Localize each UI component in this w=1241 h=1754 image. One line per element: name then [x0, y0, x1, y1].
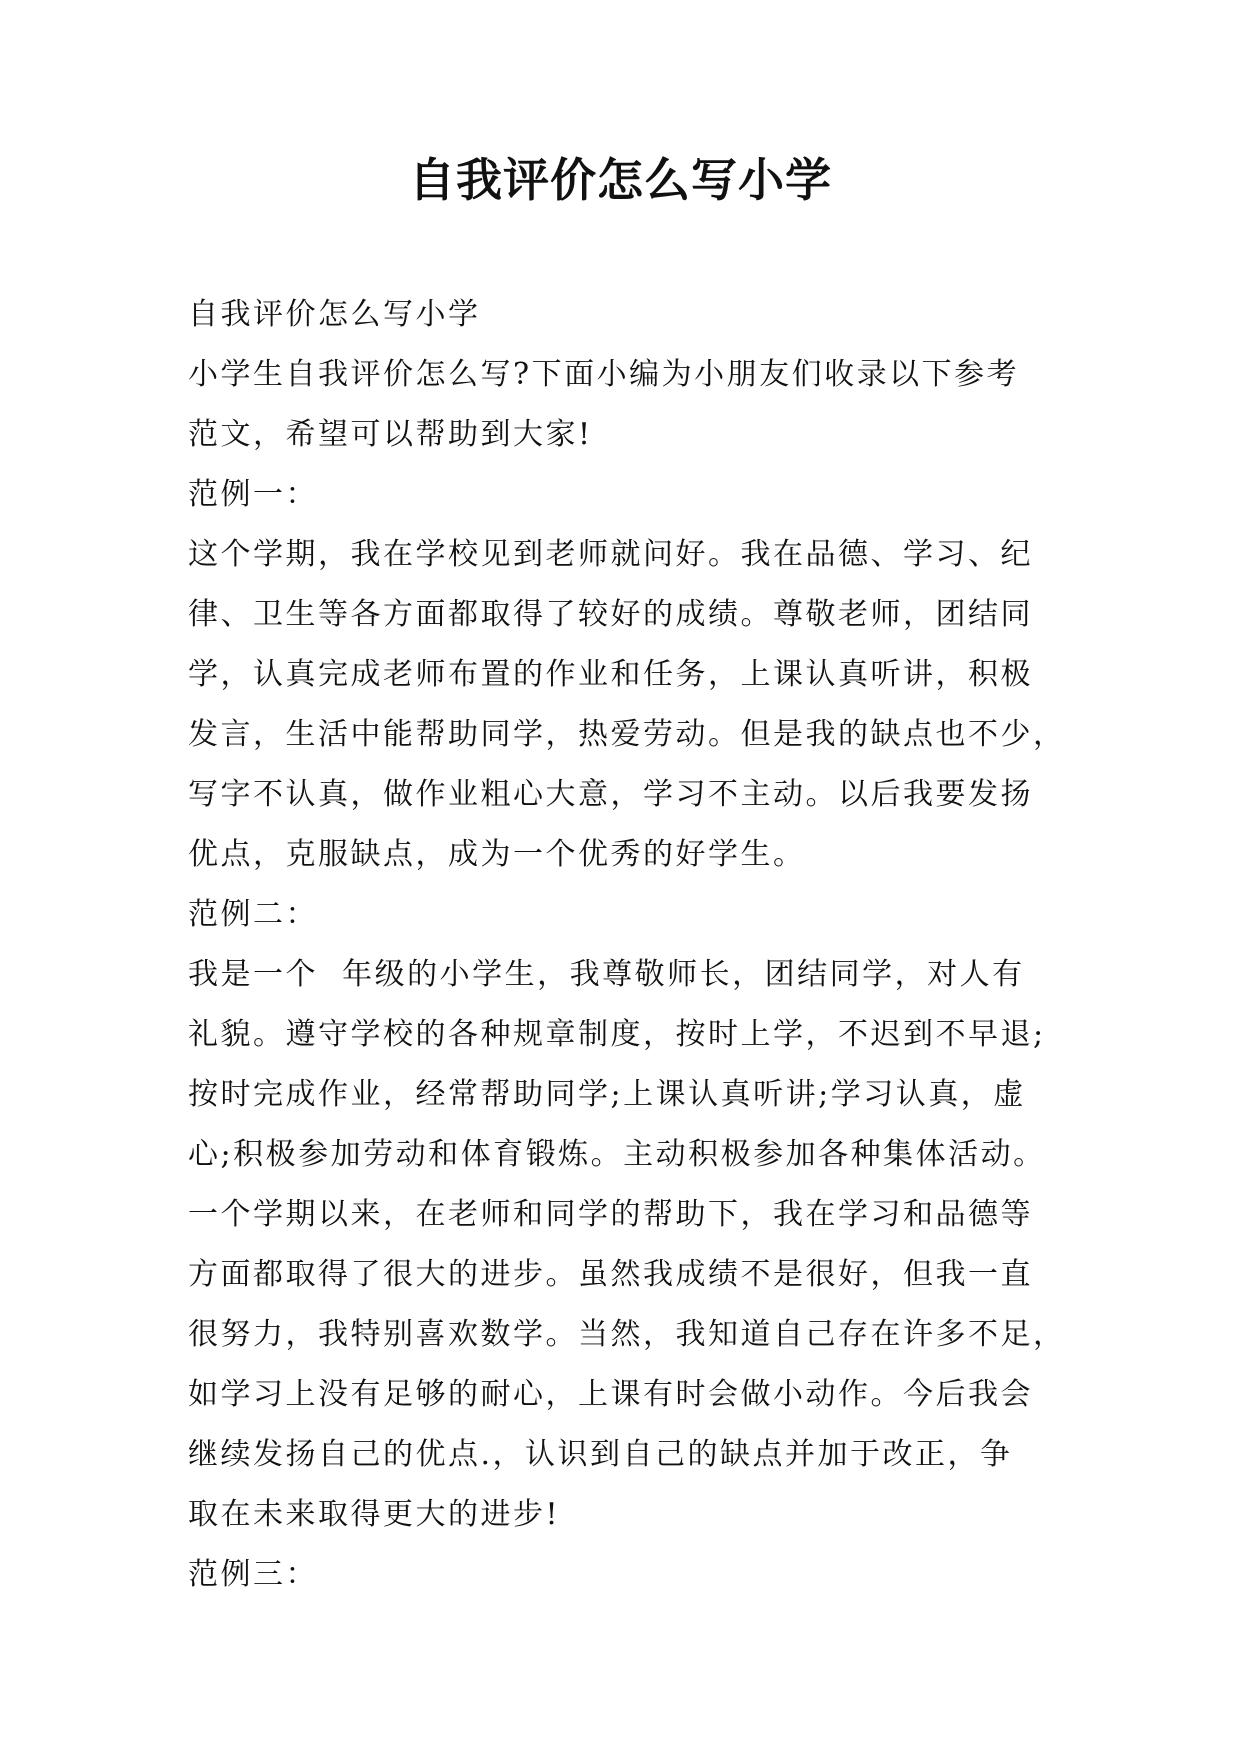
body-line: 这个学期，我在学校见到老师就问好。我在品德、学习、纪	[188, 537, 1033, 572]
section-heading: 范例一：	[188, 477, 318, 512]
body-line: 礼貌。遵守学校的各种规章制度，按时上学，不迟到不早退;	[188, 1017, 1046, 1052]
body-line: 自我评价怎么写小学	[188, 297, 481, 332]
body-line: 方面都取得了很大的进步。虽然我成绩不是很好，但我一直	[188, 1257, 1033, 1292]
body-line: 继续发扬自己的优点.，认识到自己的缺点并加于改正，争	[188, 1437, 1013, 1472]
document-title: 自我评价怎么写小学	[409, 153, 832, 207]
body-line: 范文，希望可以帮助到大家!	[188, 417, 593, 452]
body-line: 发言，生活中能帮助同学，热爱劳动。但是我的缺点也不少，	[188, 717, 1066, 752]
body-line: 学，认真完成老师布置的作业和任务，上课认真听讲，积极	[188, 657, 1033, 692]
body-line: 心;积极参加劳动和体育锻炼。主动积极参加各种集体活动。	[188, 1137, 1046, 1172]
section-heading: 范例三：	[188, 1557, 318, 1592]
section-heading: 范例二：	[188, 897, 318, 932]
document-body	[188, 285, 1068, 1605]
body-line: 如学习上没有足够的耐心，上课有时会做小动作。今后我会	[188, 1377, 1033, 1412]
body-line: 我是一个 年级的小学生，我尊敬师长，团结同学，对人有	[188, 957, 1025, 992]
body-line: 很努力，我特别喜欢数学。当然，我知道自己存在许多不足，	[188, 1317, 1066, 1352]
body-line: 优点，克服缺点，成为一个优秀的好学生。	[188, 837, 806, 872]
body-line: 小学生自我评价怎么写?下面小编为小朋友们收录以下参考	[188, 357, 1020, 392]
body-line: 取在未来取得更大的进步!	[188, 1497, 561, 1532]
body-line: 律、卫生等各方面都取得了较好的成绩。尊敬老师，团结同	[188, 597, 1033, 632]
body-line: 写字不认真，做作业粗心大意，学习不主动。以后我要发扬	[188, 777, 1033, 812]
body-line: 一个学期以来，在老师和同学的帮助下，我在学习和品德等	[188, 1197, 1033, 1232]
body-line: 按时完成作业，经常帮助同学;上课认真听讲;学习认真，虚	[188, 1077, 1026, 1112]
